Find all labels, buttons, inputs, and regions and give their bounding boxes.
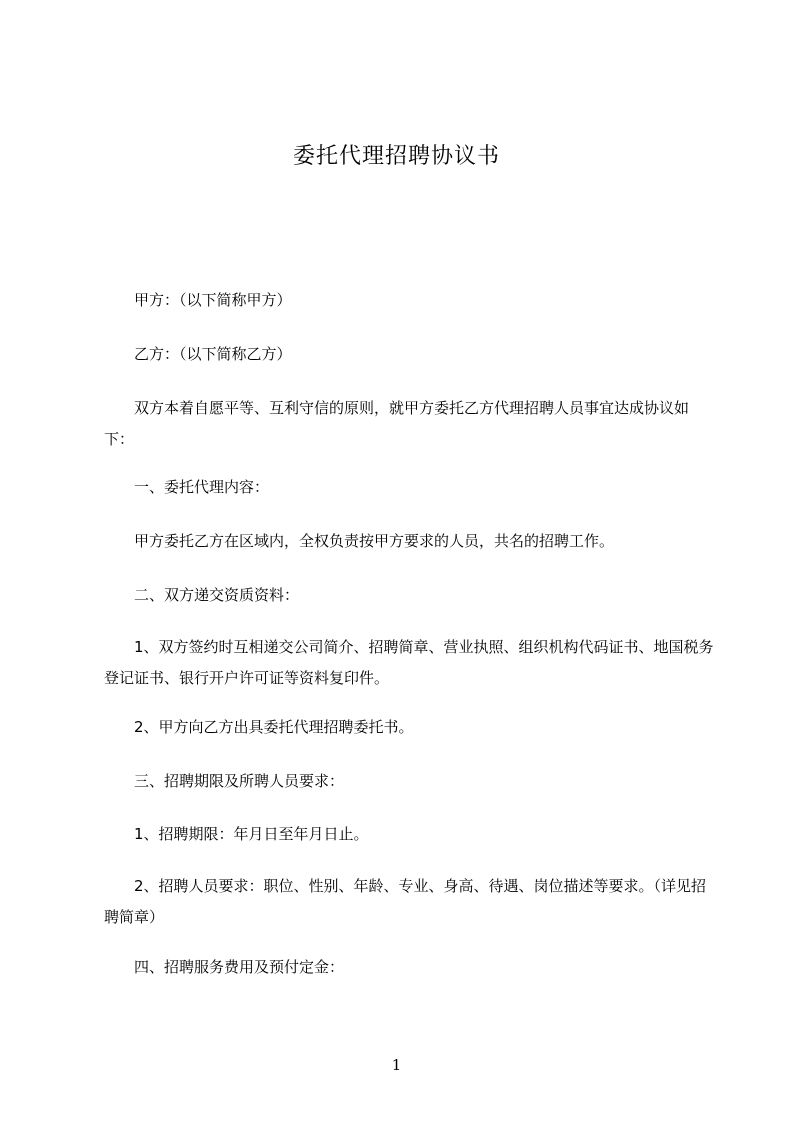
section-3-item-2: 2、招聘人员要求：职位、性别、年龄、专业、身高、待遇、岗位描述等要求。（详见招聘简章） (104, 877, 707, 926)
section-2-item-1: 1、双方签约时互相递交公司简介、招聘简章、营业执照、组织机构代码证书、地国税务登记证书、银行开户许可证等资料复印件。 (104, 638, 714, 687)
section-2-heading: 二、双方递交资质资料： (104, 586, 300, 604)
page-number: 1 (391, 1056, 402, 1074)
section-2-item-2: 2、甲方向乙方出具委托代理招聘委托书。 (104, 718, 414, 736)
section-1-heading: 一、委托代理内容： (104, 478, 270, 496)
document-title: 委托代理招聘协议书 (292, 144, 500, 169)
party-b-line: 乙方：（以下简称乙方） (104, 345, 292, 363)
section-3-item-1: 1、招聘期限：年月日至年月日止。 (104, 825, 369, 843)
party-a-line: 甲方：（以下简称甲方） (104, 291, 292, 309)
section-3-heading: 三、招聘期限及所聘人员要求： (104, 772, 345, 790)
section-1-content: 甲方委托乙方在区域内，全权负责按甲方要求的人员，共名的招聘工作。 (104, 532, 615, 550)
section-4-heading: 四、招聘服务费用及预付定金： (104, 958, 345, 976)
preamble-paragraph: 双方本着自愿平等、互利守信的原则，就甲方委托乙方代理招聘人员事宜达成协议如下： (104, 399, 690, 448)
